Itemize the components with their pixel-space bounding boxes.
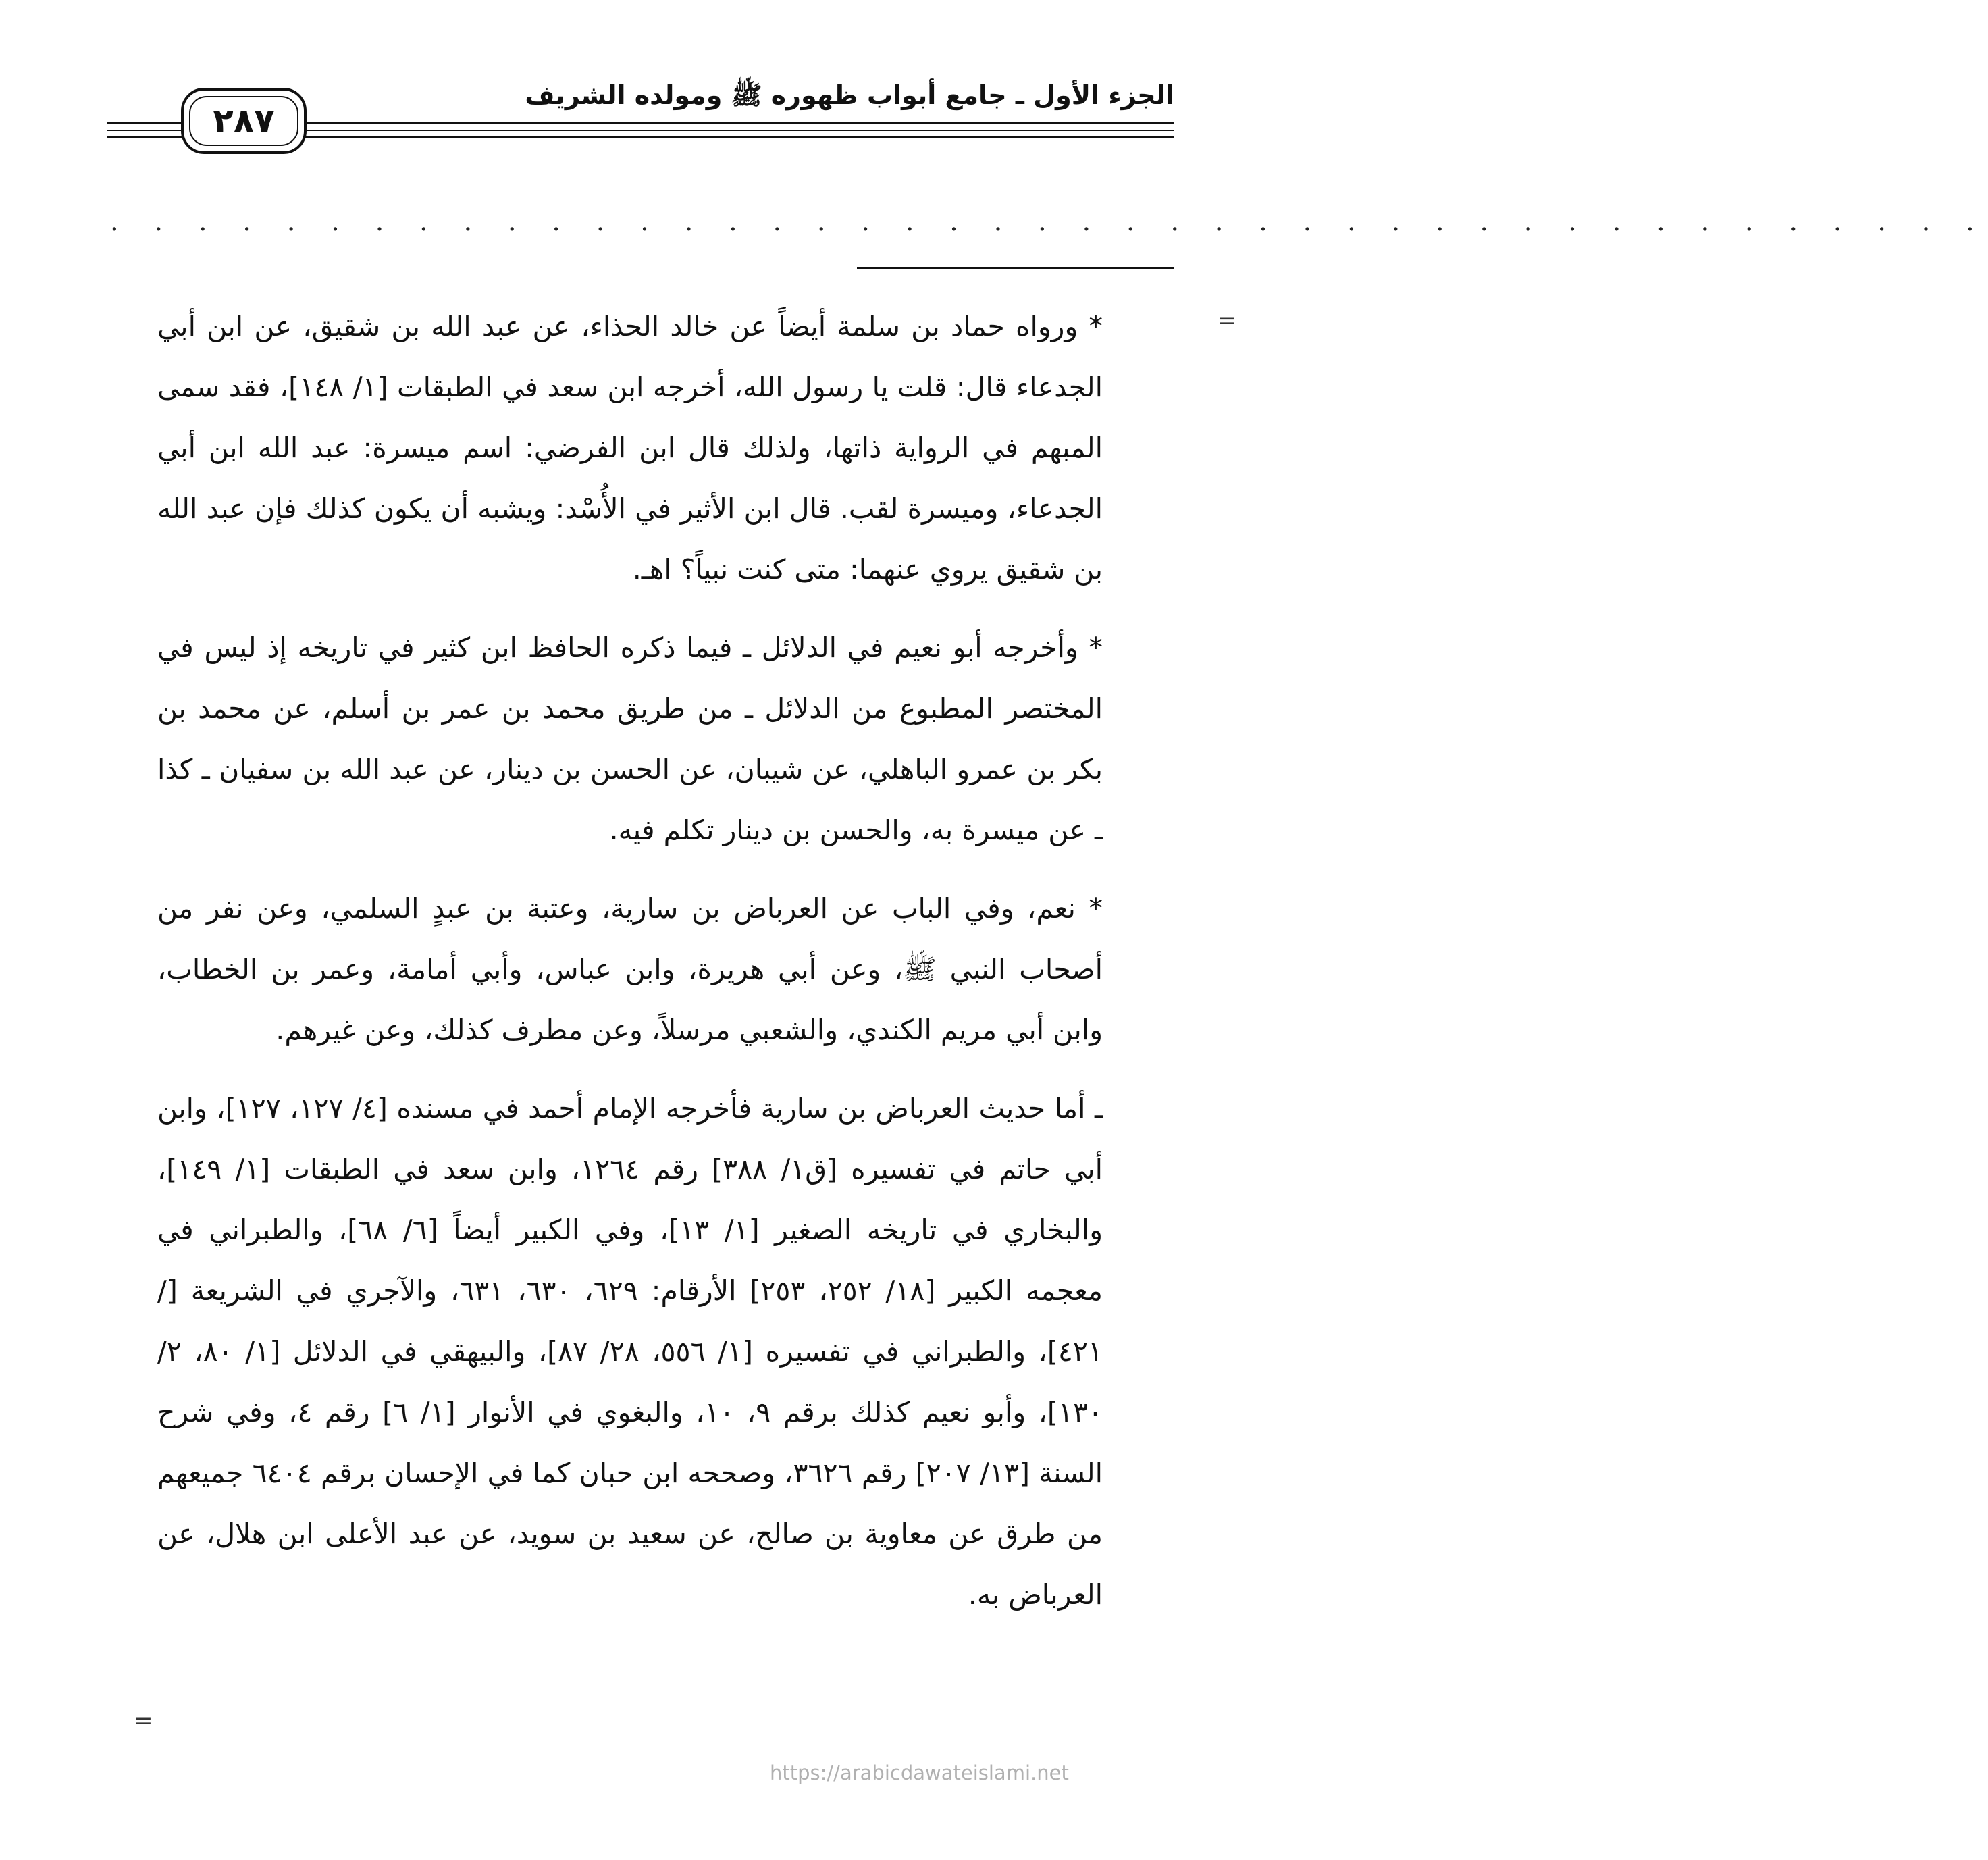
- source-watermark: https://arabicdawateislami.net: [770, 1761, 1069, 1784]
- continuation-mark-bottom: =: [134, 1707, 153, 1734]
- paragraph-2: * وأخرجه أبو نعيم في الدلائل ـ فيما ذكره الحافظ ابن كثير في تاريخه إذ ليس في المختصر المطبوع من الدلائل ـ من طريق محمد بن عمر بن أسلم، عن محمد بن بكر بن عمرو الباهلي، عن شيبان، عن الحسن بن دينار، عن عبد الله بن سفيان ـ كذا ـ عن ميسرة به، والحسن بن دينار تكلم فيه.: [157, 631, 1103, 846]
- page-number-frame: [181, 88, 307, 154]
- footnote-text-block: [157, 296, 1103, 1643]
- page-number: ٢٨٧: [213, 101, 275, 140]
- separator-dots: . . . . . . . . . . . . . . . . . . . . . . . . . . . . . . . . . . . . . . . . . . .: [110, 206, 1988, 237]
- paragraph-3: * نعم، وفي الباب عن العرباض بن سارية، وعتبة بن عبدٍ السلمي، وعن نفر من أصحاب النبي ﷺ، وعن أبي هريرة، وابن عباس، وأبي أمامة، وعمر بن الخطاب، وابن أبي مريم الكندي، والشعبي مرسلاً، وعن مطرف كذلك، وعن غيرهم.: [157, 892, 1103, 1046]
- footnote-separator-rule: [857, 267, 1174, 269]
- paragraph-4: ـ أما حديث العرباض بن سارية فأخرجه الإمام أحمد في مسنده [٤/ ١٢٧، ١٢٧]، وابن أبي حاتم في تفسيره [ق١/ ٣٨٨] رقم ١٢٦٤، وابن سعد في الطبقات [١/ ١٤٩]، والبخاري في تاريخه الصغير [١/ ١٣]، وفي الكبير أيضاً [٦/ ٦٨]، والطبراني في معجمه الكبير [١٨/ ٢٥٢، ٢٥٣] الأرقام: ٦٢٩، ٦٣٠، ٦٣١، والآجري في الشريعة [/ ٤٢١]، والطبراني في تفسيره [١/ ٥٥٦، ٢٨/ ٨٧]، والبيهقي في الدلائل [١/ ٨٠، ٢/ ١٣٠]، وأبو نعيم كذلك برقم ٩، ١٠، والبغوي في الأنوار [١/ ٦] رقم ٤، وفي شرح السنة [١٣/ ٢٠٧] رقم ٣٦٢٦، وصححه ابن حبان كما في الإحسان برقم ٦٤٠٤ جميعهم من طرق عن معاوية بن صالح، عن سعيد بن سويد، عن عبد الأعلى ابن هلال، عن العرباض به.: [157, 1092, 1103, 1611]
- running-title: الجزء الأول ـ جامع أبواب ظهوره ﷺ ومولده الشريف: [525, 80, 1174, 110]
- paragraph-1: * ورواه حماد بن سلمة أيضاً عن خالد الحذاء، عن عبد الله بن شقيق، عن ابن أبي الجدعاء قال: قلت يا رسول الله، أخرجه ابن سعد في الطبقات [١/ ١٤٨]، فقد سمى المبهم في الرواية ذاتها، ولذلك قال ابن الفرضي: اسم ميسرة: عبد الله ابن أبي الجدعاء، وميسرة لقب. قال ابن الأثير في الأُسْد: ويشبه أن يكون كذلك فإن عبد الله بن شقيق يروي عنهما: متى كنت نبياً؟ اهـ.: [157, 310, 1103, 586]
- continuation-mark-top: =: [1217, 307, 1236, 334]
